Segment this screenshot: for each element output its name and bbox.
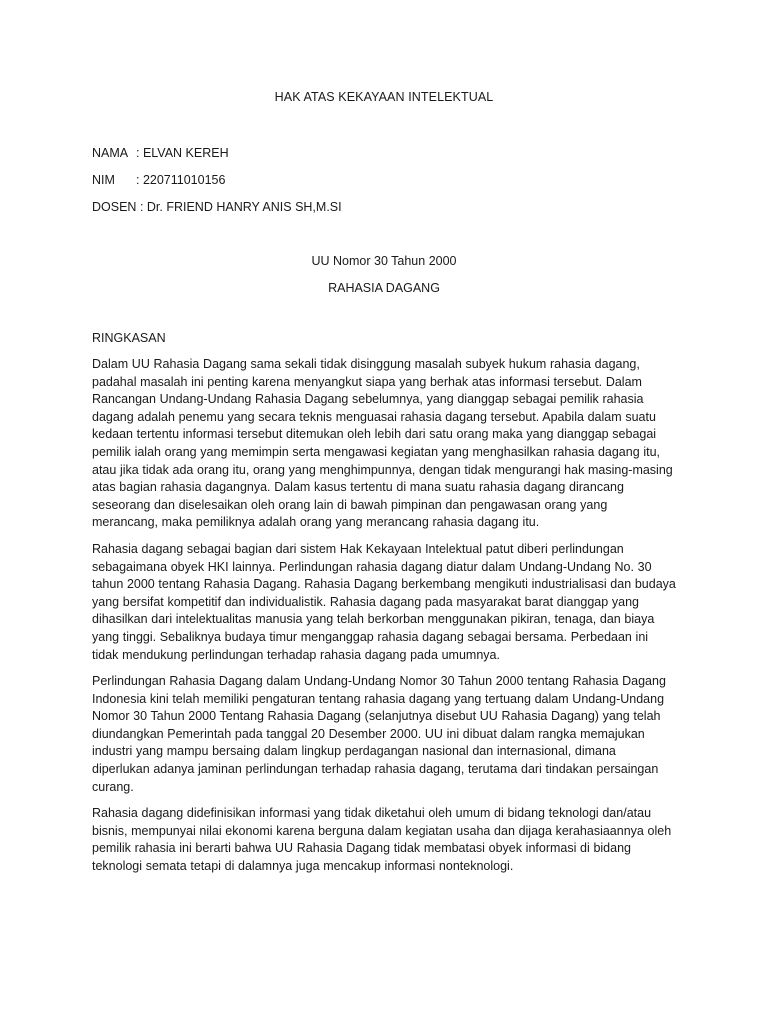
nim-value: : 220711010156: [136, 173, 226, 187]
dosen-value: : Dr. FRIEND HANRY ANIS SH,M.SI: [139, 200, 342, 214]
summary-body: [92, 356, 676, 876]
section-heading: RINGKASAN: [92, 331, 166, 345]
info-row-nama: [92, 145, 676, 172]
paragraph: Rahasia dagang sebagai bagian dari sistem Hak Kekayaan Intelektual patut diberi perlindungan sebagaimana obyek HKI lainnya. Perlindungan rahasia dagang diatur dalam Undang-Undang No. 30 tahun 2000 tentang Rahasia Dagang. Rahasia Dagang berkembang mengikuti industrialisasi dan budaya yang bersifat kompetitif dan individualistik. Rahasia dagang pada masyarakat barat dianggap yang dihasilkan dari intelektualitas manusia yang telah berkorban menggunakan pikiran, tenaga, dan biaya yang tinggi. Sebaliknya budaya timur menganggap rahasia dagang sebagai bersama. Perbedaan ini tidak mendukung perlindungan terhadap rahasia dagang pada umumnya.: [92, 541, 676, 662]
subject-title: RAHASIA DAGANG: [328, 281, 440, 295]
nim-label: NIM: [92, 173, 115, 187]
paragraph: Rahasia dagang didefinisikan informasi yang tidak diketahui oleh umum di bidang teknologi dan/atau bisnis, mempunyai nilai ekonomi karena berguna dalam kegiatan usaha dan dijaga kerahasiaannya oleh pemilik rahasia ini berarti bahwa UU Rahasia Dagang tidak membatasi obyek informasi di bidang teknologi semata tetapi di dalamnya juga mencakup informasi nonteknologi.: [92, 806, 672, 874]
dosen-label: DOSEN: [92, 200, 137, 214]
document-title: HAK ATAS KEKAYAAN INTELEKTUAL: [274, 90, 494, 104]
nama-label: NAMA: [92, 146, 129, 160]
info-row-nim: [92, 172, 676, 199]
paragraph: Perlindungan Rahasia Dagang dalam Undang-Undang Nomor 30 Tahun 2000 tentang Rahasia Dagang Indonesia kini telah memiliki pengaturan tentang rahasia dagang yang tertuang dalam Undang-Undang Nomor 30 Tahun 2000 Tentang Rahasia Dagang (selanjutnya disebut UU Rahasia Dagang) yang telah diundangkan Pemerintah pada tanggal 20 Desember 2000. UU ini dibuat dalam rangka memajukan industri yang mampu bersaing dalam lingkup perdagangan nasional dan internasional, dimana diperlukan adanya jaminan perlindungan terhadap rahasia dagang, terutama dari tindakan persaingan curang.: [92, 674, 666, 794]
law-title: UU Nomor 30 Tahun 2000: [311, 254, 457, 268]
student-info: [92, 145, 676, 226]
info-row-dosen: [92, 199, 676, 226]
nama-value: : ELVAN KEREH: [136, 146, 229, 160]
paragraph: Dalam UU Rahasia Dagang sama sekali tidak disinggung masalah subyek hukum rahasia dagang, padahal masalah ini penting karena menyangkut siapa yang berhak atas informasi tersebut. Dalam Rancangan Undang-Undang Rahasia Dagang sebelumnya, yang dianggap sebagai pemilik rahasia dagang adalah penemu yang secara teknis menguasai rahasia dagang tersebut. Apabila dalam suatu kedaan tertentu informasi tersebut ditemukan oleh lebih dari satu orang maka yang dianggap sebagai pemilik ialah orang yang memimpin serta mengawasi kegiatan yang menghasilkan rahasia dagang itu, atau jika tidak ada orang itu, orang yang menghimpunnya, dengan tidak mengurangi hak masing-masing atas bagian rahasia dagangnya. Dalam kasus tertentu di mana suatu rahasia dagang dirancang seseorang dan diselesaikan oleh orang lain di bawah pimpinan dan pengawasan orang yang merancang, maka pemiliknya adalah orang yang merancang rahasia dagang itu.: [92, 357, 673, 530]
